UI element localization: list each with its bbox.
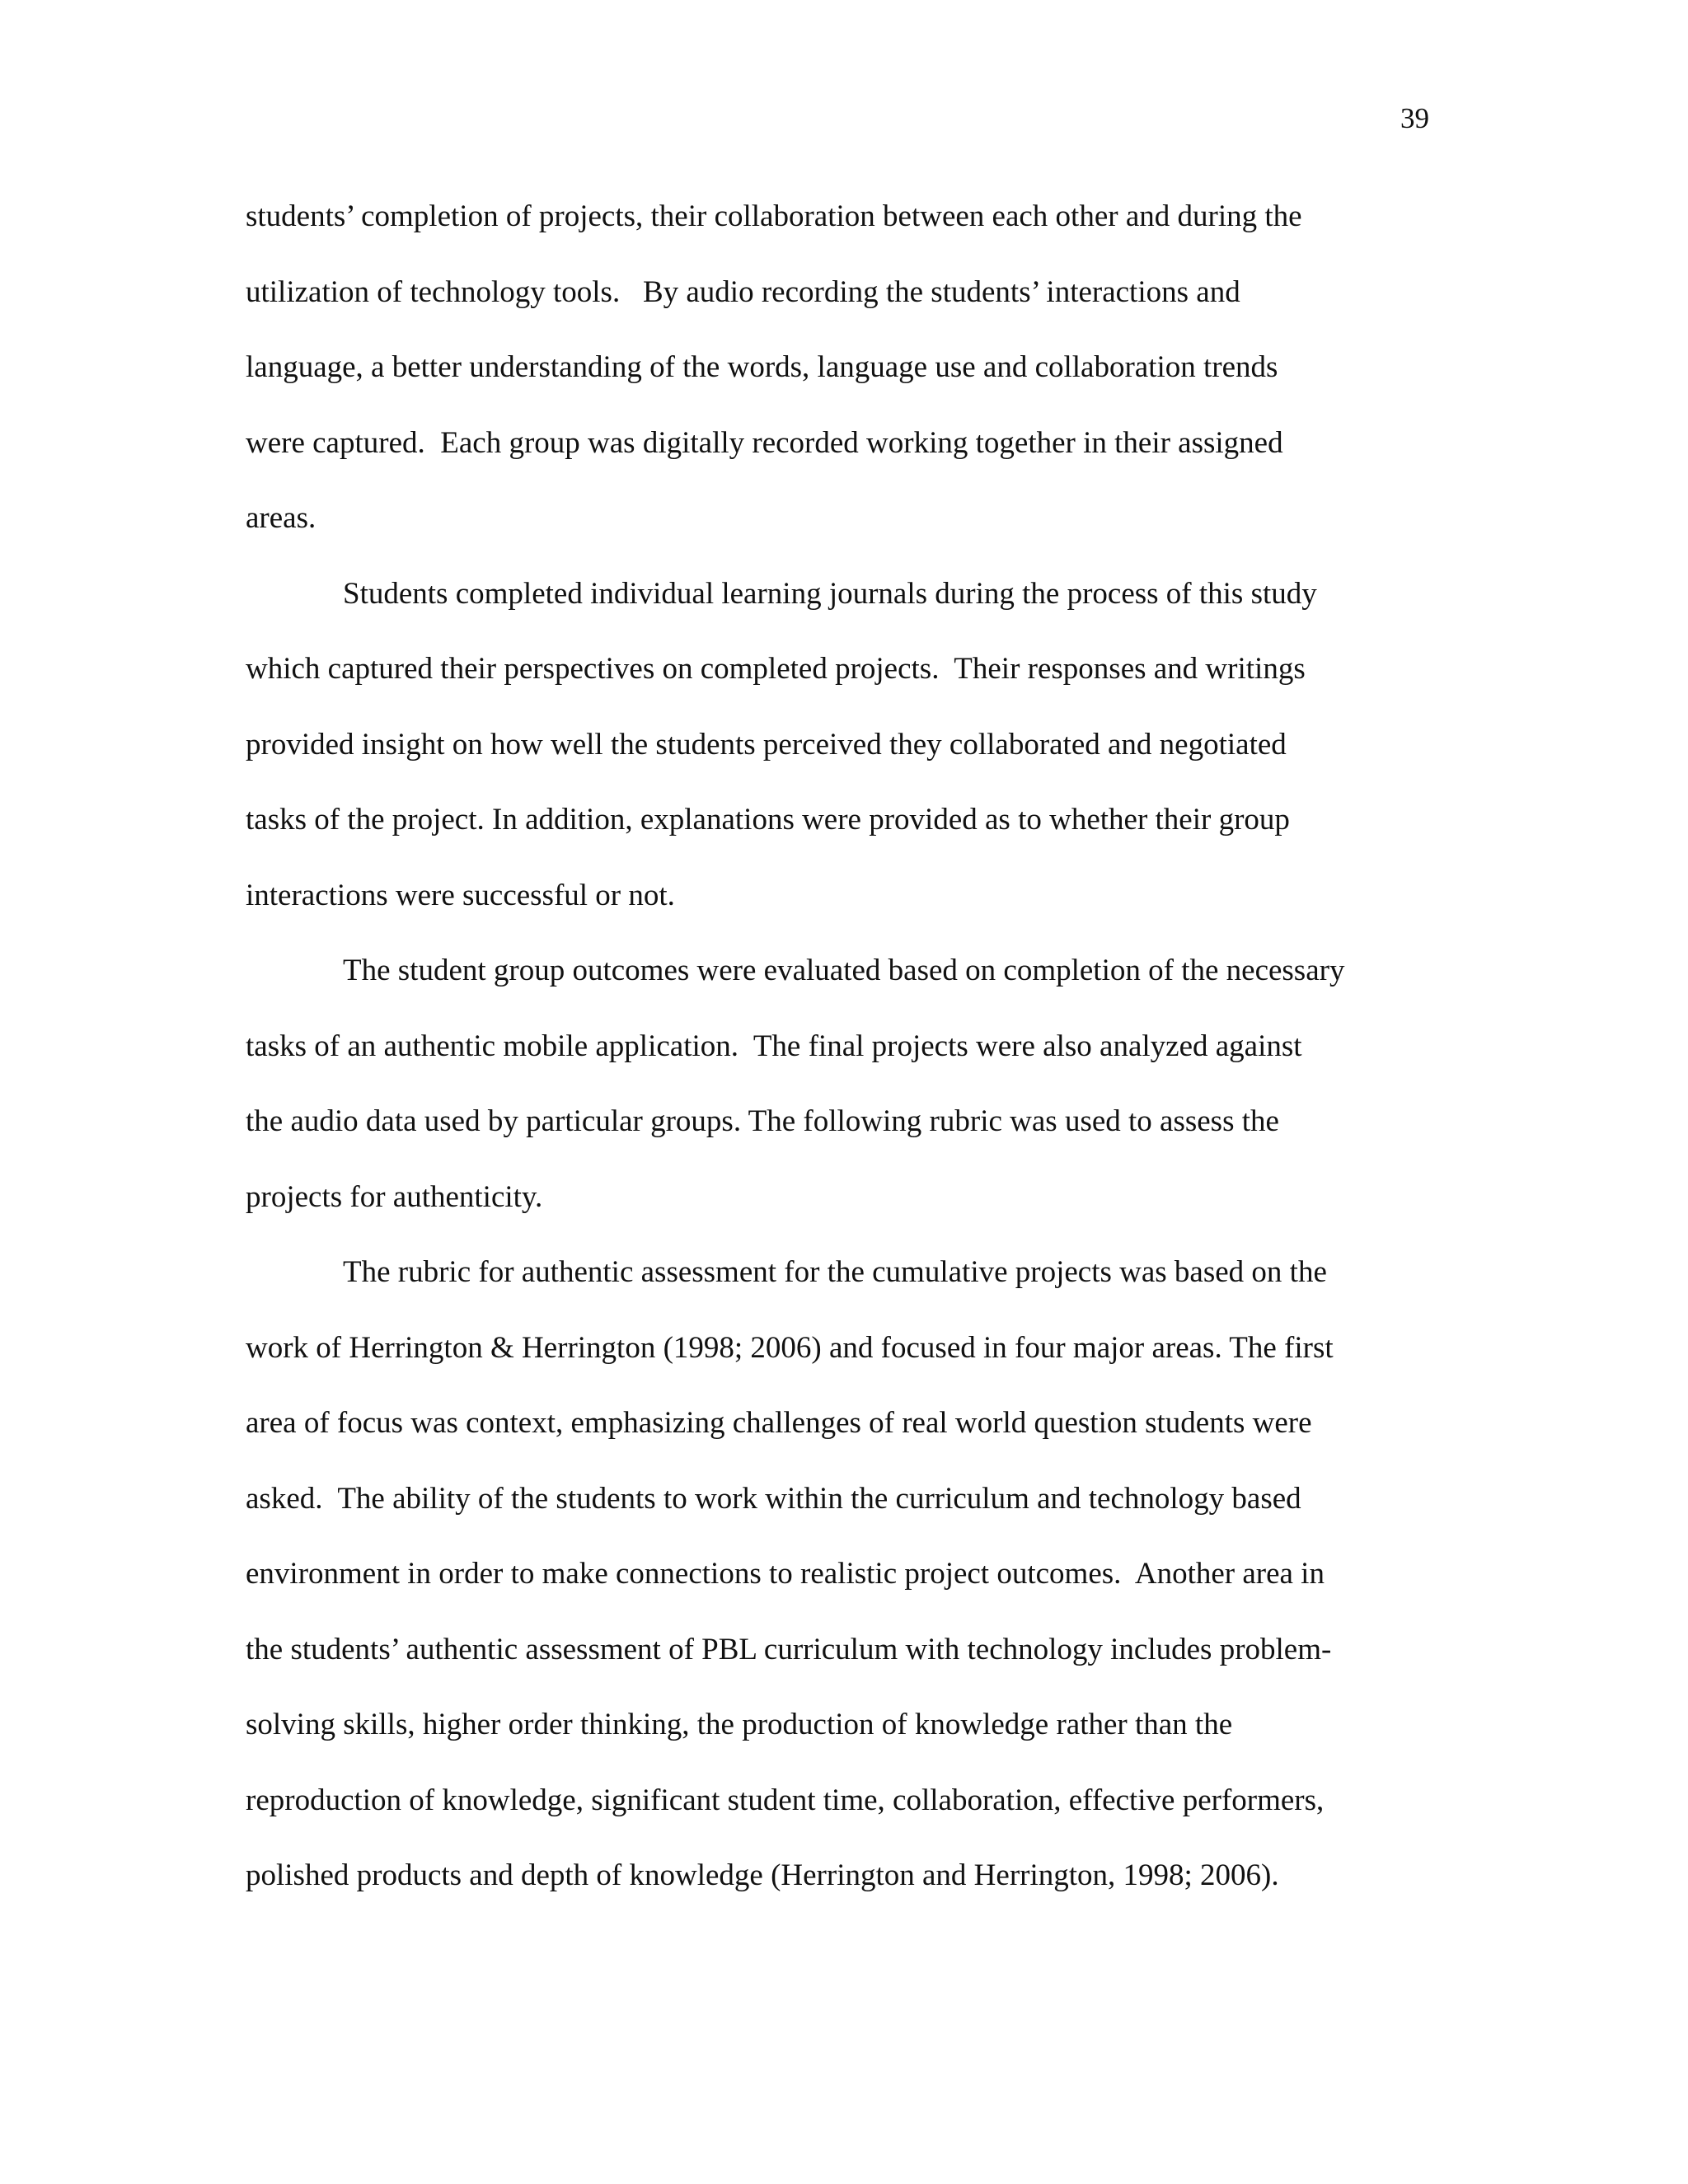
paragraph-1-line-4: were captured. Each group was digitally recorded working together in their assigned: [246, 425, 1283, 460]
page-number: 39: [1400, 102, 1429, 134]
paragraph-2-line-4: tasks of the project. In addition, explanations were provided as to whether their group: [246, 803, 1290, 837]
paragraph-4-line-1: The rubric for authentic assessment for the cumulative projects was based on the: [343, 1255, 1327, 1289]
paragraph-1-line-2: utilization of technology tools. By audio recording the students’ interactions and: [246, 274, 1240, 309]
paragraph-3-line-4: projects for authenticity.: [246, 1179, 543, 1214]
paragraph-3-line-3: the audio data used by particular groups. The following rubric was used to assess the: [246, 1104, 1279, 1138]
paragraph-1-line-1: students’ completion of projects, their collaboration between each other and during the: [246, 199, 1302, 233]
paragraph-2-line-3: provided insight on how well the students perceived they collaborated and negotiated: [246, 727, 1287, 762]
paragraph-4-line-5: environment in order to make connections to realistic project outcomes. Another area in: [246, 1557, 1325, 1591]
paragraph-4-line-2: work of Herrington & Herrington (1998; 2006) and focused in four major areas. The first: [246, 1330, 1334, 1365]
paragraph-4-line-7: solving skills, higher order thinking, the production of knowledge rather than the: [246, 1708, 1233, 1741]
paragraph-2-line-5: interactions were successful or not.: [246, 878, 675, 912]
paragraph-4-line-8: reproduction of knowledge, significant student time, collaboration, effective performers,: [246, 1783, 1325, 1817]
paragraph-2-line-1: Students completed individual learning journals during the process of this study: [343, 576, 1317, 611]
paragraph-4-line-9: polished products and depth of knowledge (Herrington and Herrington, 1998; 2006).: [246, 1858, 1279, 1892]
paragraph-3-line-2: tasks of an authentic mobile application. The final projects were also analyzed against: [246, 1029, 1302, 1063]
paragraph-4-line-3: area of focus was context, emphasizing challenges of real world question students were: [246, 1406, 1312, 1440]
body-text: [246, 194, 1432, 1929]
paragraph-3-line-1: The student group outcomes were evaluated based on completion of the necessary: [343, 954, 1345, 987]
paragraph-4-line-6: the students’ authentic assessment of PBL curriculum with technology includes problem-: [246, 1632, 1332, 1666]
paragraph-2-line-2: which captured their perspectives on completed projects. Their responses and writings: [246, 652, 1306, 686]
paragraph-4-line-4: asked. The ability of the students to work within the curriculum and technology based: [246, 1481, 1301, 1516]
paragraph-1-line-5: areas.: [246, 501, 316, 535]
paragraph-1-line-3: language, a better understanding of the words, language use and collaboration trends: [246, 350, 1278, 384]
